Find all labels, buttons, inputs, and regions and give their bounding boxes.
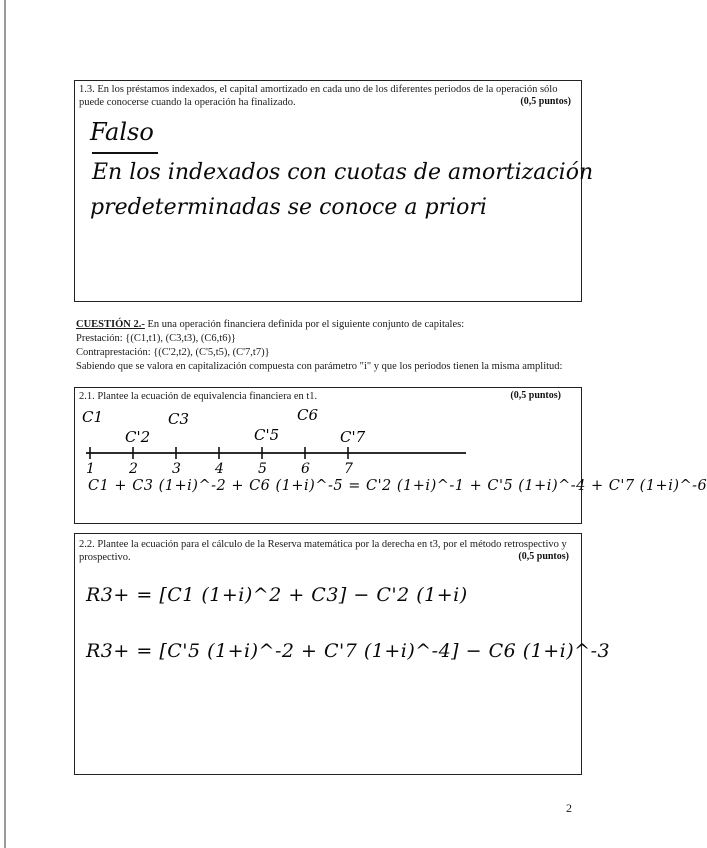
question-2-1-points: (0,5 puntos): [510, 390, 561, 401]
timeline-tick-label: 4: [215, 461, 224, 477]
answer-verdict: Falso: [90, 118, 154, 146]
page-number: 2: [566, 801, 572, 815]
question-1-3-points: (0,5 puntos): [520, 96, 571, 107]
timeline-tick-label: 3: [172, 461, 181, 477]
cuestion-2-heading: CUESTIÓN 2.-: [76, 319, 145, 330]
timeline-diagram: [70, 400, 520, 480]
prestacion: Prestación: {(C1,t1), (C3,t3), (C6,t6)}: [76, 333, 236, 344]
timeline-lower-label: C'5: [254, 426, 280, 444]
question-2-1-text: 2.1. Plantee la ecuación de equivalencia financiera en t1.: [79, 391, 318, 402]
question-1-3-text: 1.3. En los préstamos indexados, el capital amortizado en cada uno de los diferentes periodos de la operación sólo puede conocerse cuando la operación ha finalizado.: [79, 84, 558, 108]
timeline-tick-label: 7: [344, 461, 353, 477]
cuestion-2-intro-text: En una operación financiera definida por el siguiente conjunto de capitales:: [144, 319, 465, 330]
timeline-upper-label: C3: [168, 410, 190, 428]
answer-line-1: En los indexados con cuotas de amortización: [92, 160, 594, 185]
timeline-tick-label: 5: [258, 461, 267, 477]
cuestion-2-intro: [76, 318, 576, 331]
question-2-2-text: 2.2. Plantee la ecuación para el cálculo de la Reserva matemática por la derecha en t3, por el método retrospectivo y prospectivo.: [79, 539, 567, 563]
contraprestacion: Contraprestación: {(C'2,t2), (C'5,t5), (C'7,t7)}: [76, 347, 270, 358]
timeline-tick-label: 2: [129, 461, 138, 477]
timeline-upper-label: C1: [82, 408, 104, 426]
question-1-3-box: [74, 80, 582, 302]
timeline-tick-label: 6: [301, 461, 310, 477]
timeline-lower-label: C'7: [340, 428, 366, 446]
answer-verdict-underline: [92, 152, 158, 154]
timeline-tick-label: 1: [86, 461, 95, 477]
equivalence-equation: C1 + C3 (1+i)^-2 + C6 (1+i)^-5 = C'2 (1+i)^-1 + C'5 (1+i)^-4 + C'7 (1+i)^-6: [88, 478, 707, 494]
timeline-upper-label: C6: [297, 406, 319, 424]
timeline-lower-label: C'2: [125, 428, 151, 446]
reserve-retrospective: R3+ = [C1 (1+i)^2 + C3] − C'2 (1+i): [86, 584, 468, 606]
cuestion-2-note: Sabiendo que se valora en capitalización compuesta con parámetro "i" y que los periodos tienen la misma amplitud:: [76, 361, 563, 372]
reserve-prospective: R3+ = [C'5 (1+i)^-2 + C'7 (1+i)^-4] − C6 (1+i)^-3: [86, 640, 611, 662]
page-edge-left: [4, 0, 6, 848]
question-2-2-points: (0,5 puntos): [518, 551, 569, 562]
answer-line-2: predeterminadas se conoce a priori: [90, 195, 487, 220]
